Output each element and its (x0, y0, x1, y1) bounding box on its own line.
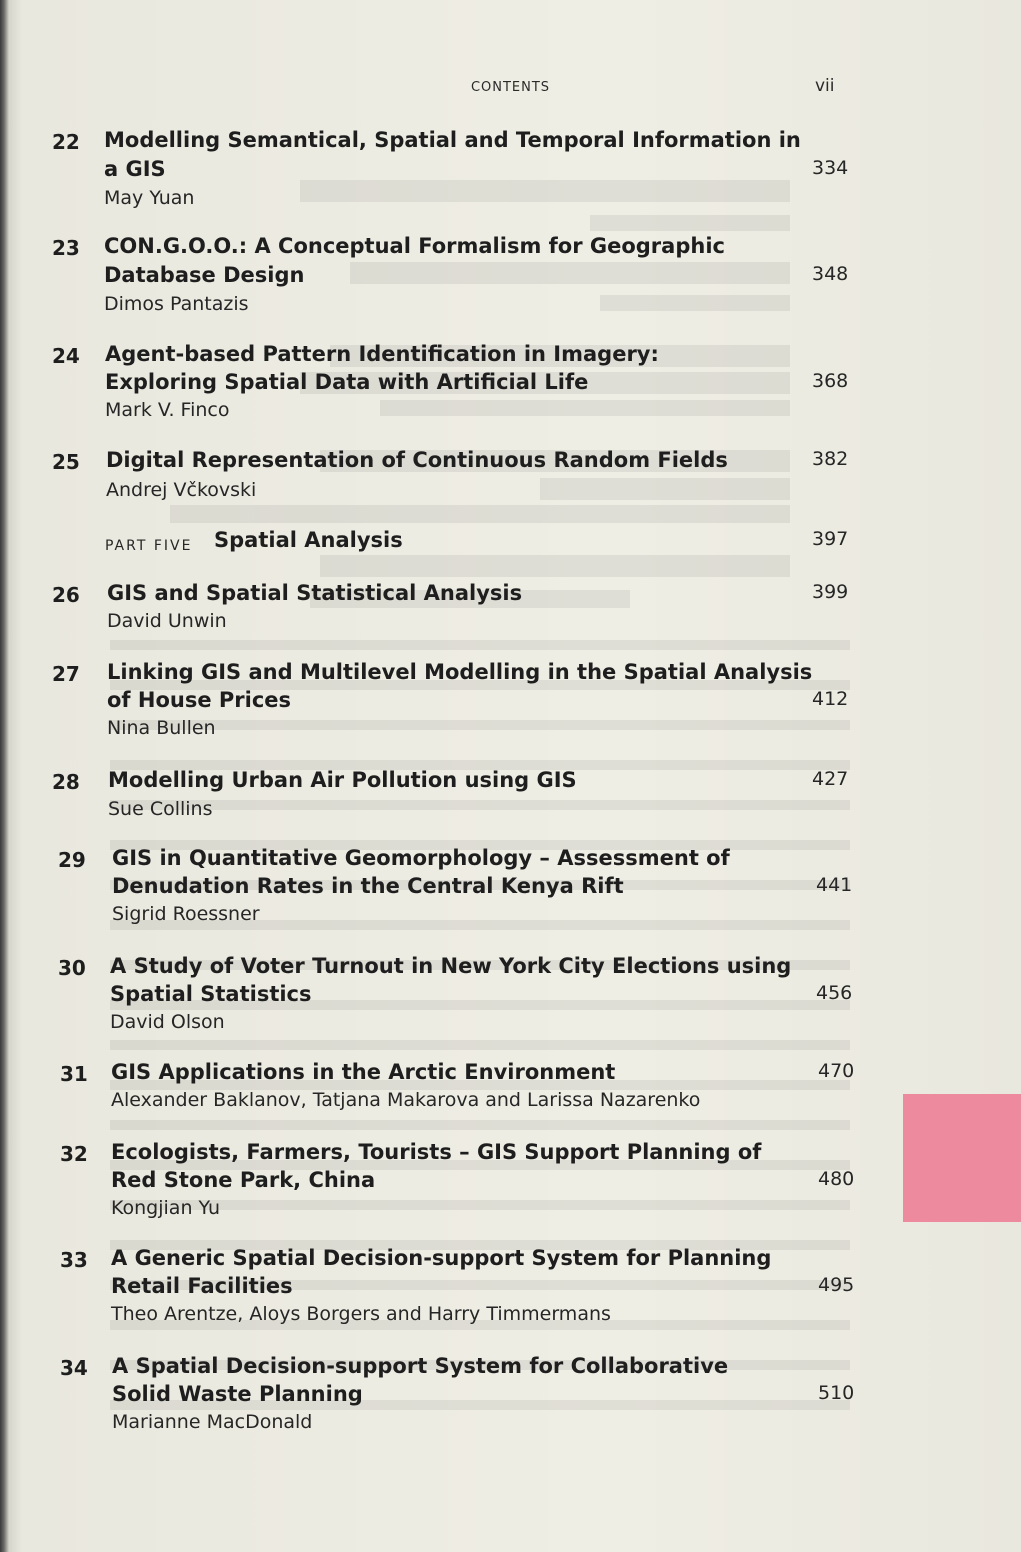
chapter-title-line-1: GIS Applications in the Arctic Environment (111, 1060, 616, 1084)
chapter-author: Marianne MacDonald (112, 1411, 313, 1433)
chapter-author: David Olson (110, 1011, 225, 1033)
chapter-number: 25 (52, 450, 80, 474)
chapter-number: 34 (60, 1356, 88, 1380)
chapter-author: May Yuan (104, 187, 195, 209)
chapter-title-line-2: a GIS (104, 157, 166, 181)
page-ref: 470 (818, 1060, 855, 1082)
chapter-title-line-2: Exploring Spatial Data with Artificial Life (105, 370, 589, 394)
chapter-number: 30 (58, 956, 86, 980)
chapter-number: 26 (52, 583, 80, 607)
chapter-number: 32 (60, 1142, 88, 1166)
page-ref: 348 (812, 263, 849, 285)
chapter-author: Alexander Baklanov, Tatjana Makarova and Larissa Nazarenko (111, 1089, 701, 1111)
sticky-note-tab (903, 1094, 1021, 1222)
page-ref: 456 (816, 982, 853, 1004)
chapter-number: 28 (52, 770, 80, 794)
page-ref: 480 (818, 1168, 855, 1190)
chapter-title-line-1: Modelling Urban Air Pollution using GIS (108, 768, 577, 792)
chapter-title-line-1: Linking GIS and Multilevel Modelling in the Spatial Analysis (107, 660, 813, 684)
chapter-number: 27 (52, 662, 80, 686)
chapter-title-line-1: A Generic Spatial Decision-support System for Planning (111, 1246, 772, 1270)
page-ref: 382 (812, 448, 849, 470)
chapter-title-line-2: Spatial Statistics (110, 982, 312, 1006)
chapter-title-line-1: GIS and Spatial Statistical Analysis (107, 581, 523, 605)
chapter-author: Nina Bullen (107, 717, 216, 739)
chapter-title-line-1: GIS in Quantitative Geomorphology – Assessment of (112, 846, 730, 870)
chapter-author: David Unwin (107, 610, 227, 632)
chapter-author: Sigrid Roessner (112, 903, 260, 925)
page-ref: 510 (818, 1382, 855, 1404)
page-ref: 399 (812, 581, 849, 603)
chapter-number: 23 (52, 236, 80, 260)
chapter-title-line-1: Agent-based Pattern Identification in Imagery: (105, 342, 659, 366)
part-title: Spatial Analysis (214, 528, 403, 552)
chapter-author: Andrej Včkovski (106, 479, 257, 501)
chapter-author: Mark V. Finco (105, 399, 230, 421)
chapter-title-line-2: Solid Waste Planning (112, 1382, 363, 1406)
page-ref: 427 (812, 768, 849, 790)
chapter-title-line-1: Ecologists, Farmers, Tourists – GIS Support Planning of (111, 1140, 762, 1164)
chapter-title-line-2: Red Stone Park, China (111, 1168, 376, 1192)
running-head: CONTENTS (470, 80, 551, 95)
chapter-author: Theo Arentze, Aloys Borgers and Harry Timmermans (111, 1303, 611, 1325)
chapter-title-line-2: of House Prices (107, 688, 292, 712)
chapter-title-line-2: Database Design (104, 263, 305, 287)
chapter-number: 33 (60, 1248, 88, 1272)
chapter-number: 31 (60, 1062, 88, 1086)
chapter-author: Dimos Pantazis (104, 293, 249, 315)
page-ref: 368 (812, 370, 849, 392)
page-ref: 397 (812, 528, 849, 550)
chapter-number: 22 (52, 130, 80, 154)
chapter-author: Kongjian Yu (111, 1197, 220, 1219)
part-label: PART FIVE (105, 538, 193, 554)
page-ref: 334 (812, 157, 849, 179)
page-ref: 495 (818, 1274, 855, 1296)
chapter-title-line-1: Modelling Semantical, Spatial and Temporal Information in (104, 128, 801, 152)
chapter-title-line-2: Retail Facilities (111, 1274, 293, 1298)
page-ref: 441 (816, 874, 853, 896)
chapter-title-line-1: CON.G.O.O.: A Conceptual Formalism for Geographic (104, 234, 725, 258)
chapter-number: 24 (52, 344, 80, 368)
chapter-title-line-2: Denudation Rates in the Central Kenya Rift (112, 874, 624, 898)
page-number: vii (815, 76, 835, 96)
page-ref: 412 (812, 688, 849, 710)
chapter-author: Sue Collins (108, 798, 213, 820)
chapter-title-line-1: A Study of Voter Turnout in New York City Elections using (110, 954, 792, 978)
chapter-number: 29 (58, 848, 86, 872)
chapter-title-line-1: Digital Representation of Continuous Random Fields (106, 448, 728, 472)
chapter-title-line-1: A Spatial Decision-support System for Collaborative (112, 1354, 729, 1378)
